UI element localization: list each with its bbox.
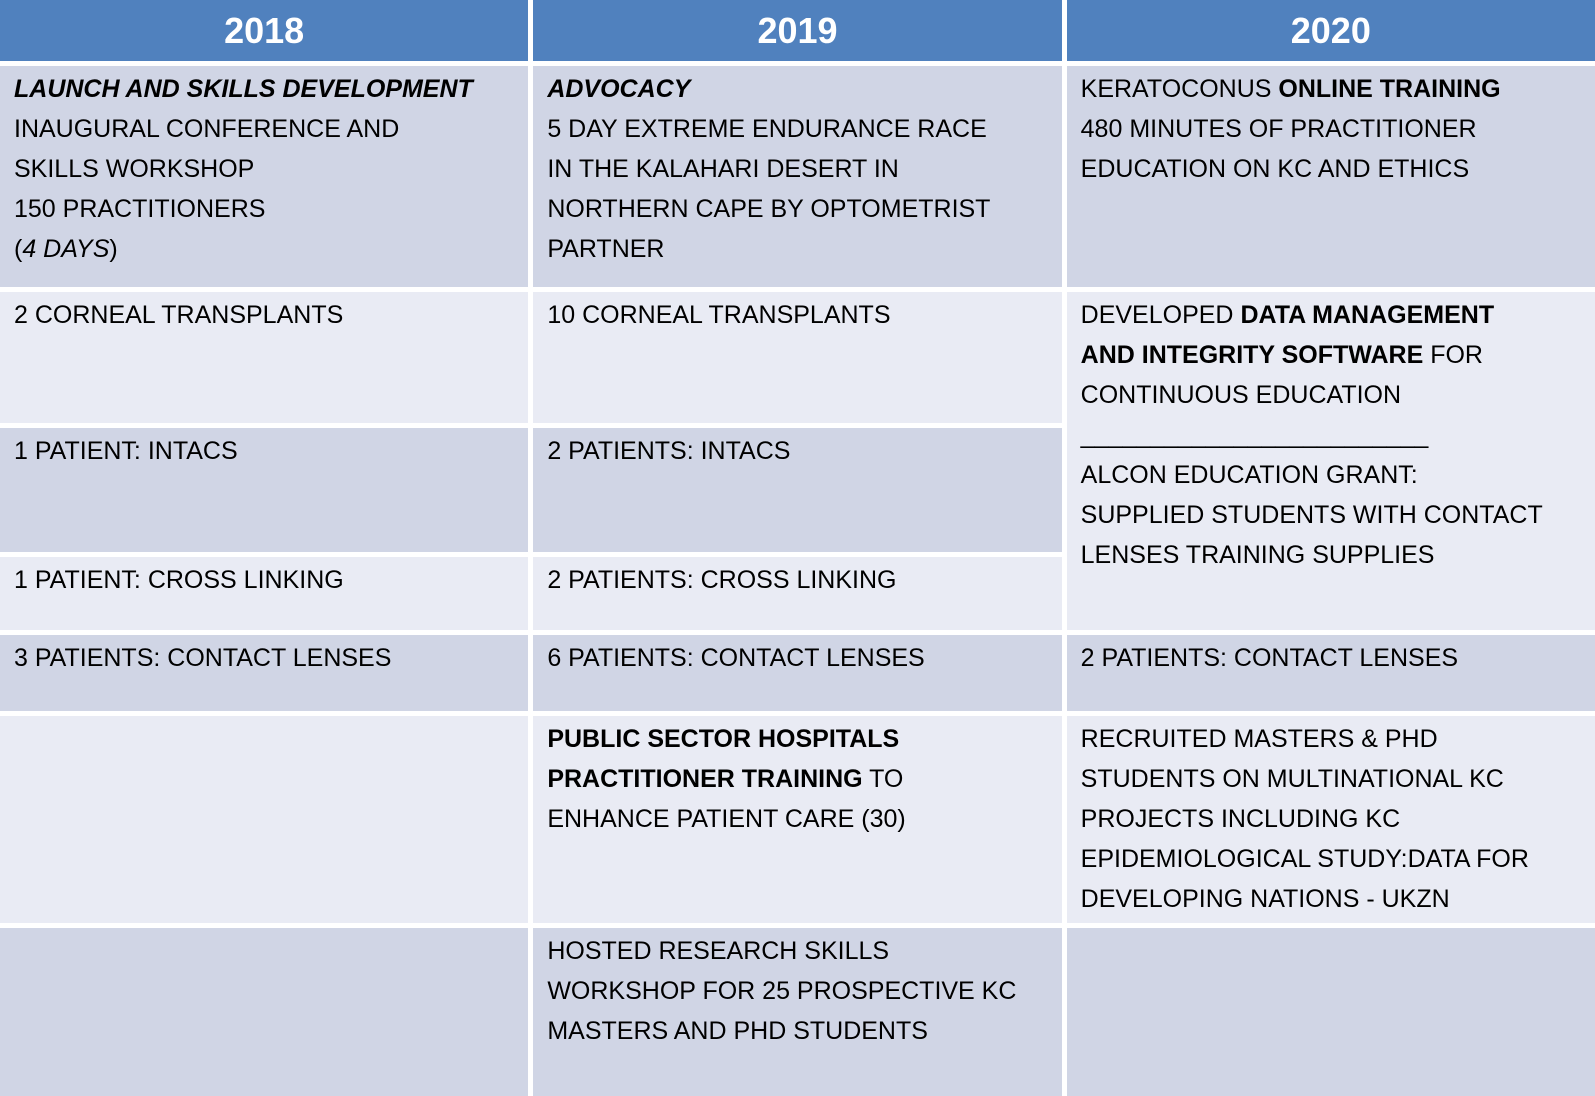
column-header-2018: 2018 [0,0,528,61]
column-header-2019: 2019 [533,0,1061,61]
cell-2019-intacs: 2 PATIENTS: INTACS [533,428,1061,552]
cell-2018-contact-lenses: 3 PATIENTS: CONTACT LENSES [0,635,528,711]
cell-2019-contact-lenses: 6 PATIENTS: CONTACT LENSES [533,635,1061,711]
cell-2019-advocacy: ADVOCACY 5 DAY EXTREME ENDURANCE RACE IN THE KALAHARI DESERT IN NORTHERN CAPE BY OPTOMETRIST PARTNER [533,66,1061,287]
cell-2018-launch-skills: LAUNCH AND SKILLS DEVELOPMENT INAUGURAL CONFERENCE AND SKILLS WORKSHOP 150 PRACTITIONERS (4 DAYS) [0,66,528,287]
cell-2019-corneal-transplants: 10 CORNEAL TRANSPLANTS [533,292,1061,423]
cell-2019-hosted-workshop: HOSTED RESEARCH SKILLS WORKSHOP FOR 25 PROSPECTIVE KC MASTERS AND PHD STUDENTS [533,928,1061,1096]
cell-2018-row7-empty [0,928,528,1096]
cell-2019-cross-linking: 2 PATIENTS: CROSS LINKING [533,557,1061,630]
cell-2020-row7-empty [1067,928,1595,1096]
cell-2020-software-alcon: DEVELOPED DATA MANAGEMENT AND INTEGRITY SOFTWARE FOR CONTINUOUS EDUCATION _________________________ ALCON EDUCATION GRANT: SUPPLIED STUDENTS WITH CONTACT LENSES TRAINING SUPPLIES [1067,292,1595,630]
cell-2018-cross-linking: 1 PATIENT: CROSS LINKING [0,557,528,630]
cell-2018-corneal-transplants: 2 CORNEAL TRANSPLANTS [0,292,528,423]
cell-2020-contact-lenses: 2 PATIENTS: CONTACT LENSES [1067,635,1595,711]
cell-2020-recruited-students: RECRUITED MASTERS & PHD STUDENTS ON MULTINATIONAL KC PROJECTS INCLUDING KC EPIDEMIOLOGICAL STUDY:DATA FOR DEVELOPING NATIONS - UKZN [1067,716,1595,923]
cell-2018-row6-empty [0,716,528,923]
cell-2018-intacs: 1 PATIENT: INTACS [0,428,528,552]
cell-2019-public-sector-training: PUBLIC SECTOR HOSPITALS PRACTITIONER TRAINING TO ENHANCE PATIENT CARE (30) [533,716,1061,923]
column-header-2020: 2020 [1067,0,1595,61]
cell-2020-online-training: KERATOCONUS ONLINE TRAINING 480 MINUTES OF PRACTITIONER EDUCATION ON KC AND ETHICS [1067,66,1595,287]
